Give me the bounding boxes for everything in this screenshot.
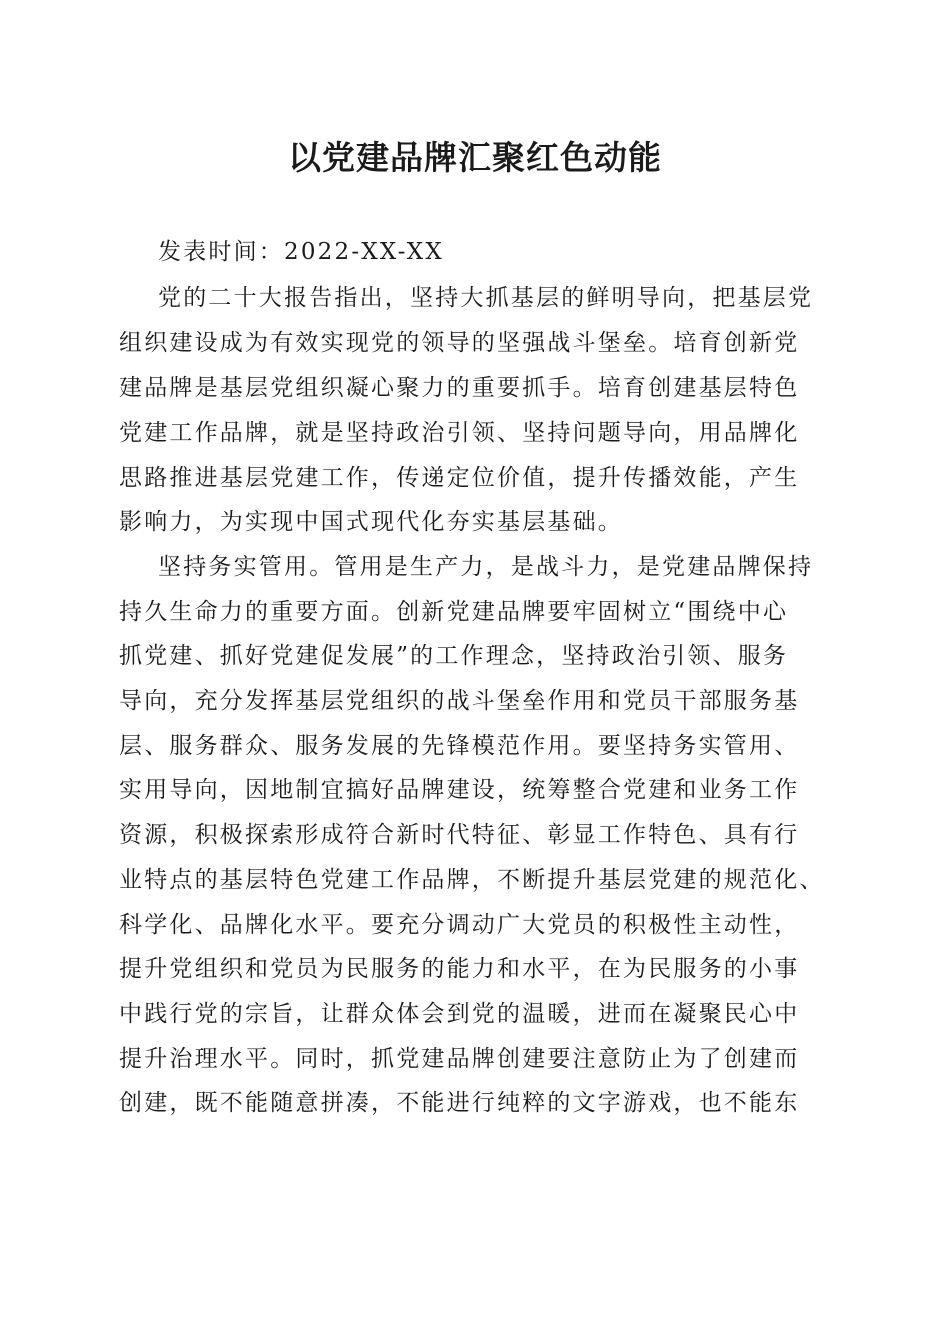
paragraph-line: 提升治理水平。同时，抓党建品牌创建要注意防止为了创建而 bbox=[119, 1046, 800, 1072]
paragraph-line: 党的二十大报告指出，坚持大抓基层的鲜明导向，把基层党 bbox=[158, 285, 814, 311]
paragraph-line: 建品牌是基层党组织凝心聚力的重要抓手。培育创建基层特色 bbox=[119, 375, 800, 401]
paragraph-line: 组织建设成为有效实现党的领导的坚强战斗堡垒。培育创新党 bbox=[119, 330, 800, 356]
paragraph-line: 影响力，为实现中国式现代化夯实基层基础。 bbox=[119, 509, 623, 535]
paragraph-line: 思路推进基层党建工作，传递定位价值，提升传播效能，产生 bbox=[119, 465, 800, 491]
paragraph-line: 党建工作品牌，就是坚持政治引领、坚持问题导向，用品牌化 bbox=[119, 420, 800, 446]
paragraph-line: 资源，积极探索形成符合新时代特征、彰显工作特色、具有行 bbox=[119, 822, 800, 848]
paragraph-line: 实用导向，因地制宜搞好品牌建设，统筹整合党建和业务工作 bbox=[119, 777, 800, 803]
paragraph-line: 提升党组织和党员为民服务的能力和水平，在为民服务的小事 bbox=[119, 956, 800, 982]
paragraph-line: 抓党建、抓好党建促发展”的工作理念，坚持政治引领、服务 bbox=[119, 643, 789, 669]
paragraph-line: 层、服务群众、服务发展的先锋模范作用。要坚持务实管用、 bbox=[119, 733, 800, 759]
paragraph-line: 导向，充分发挥基层党组织的战斗堡垒作用和党员干部服务基 bbox=[119, 688, 800, 714]
document-title: 以党建品牌汇聚红色动能 bbox=[288, 138, 662, 177]
paragraph-line: 坚持务实管用。管用是生产力，是战斗力，是党建品牌保持 bbox=[158, 554, 814, 580]
paragraph-line: 科学化、品牌化水平。要充分调动广大党员的积极性主动性， bbox=[119, 912, 800, 938]
paragraph-line: 业特点的基层特色党建工作品牌，不断提升基层党建的规范化、 bbox=[119, 867, 825, 893]
publish-date: 发表时间：2022-XX-XX bbox=[158, 239, 444, 265]
paragraph-line: 持久生命力的重要方面。创新党建品牌要牢固树立“围绕中心 bbox=[119, 599, 789, 625]
paragraph-line: 中践行党的宗旨，让群众体会到党的温暖，进而在凝聚民心中 bbox=[119, 1001, 800, 1027]
paragraph-line: 创建，既不能随意拼凑，不能进行纯粹的文字游戏，也不能东 bbox=[119, 1090, 800, 1116]
